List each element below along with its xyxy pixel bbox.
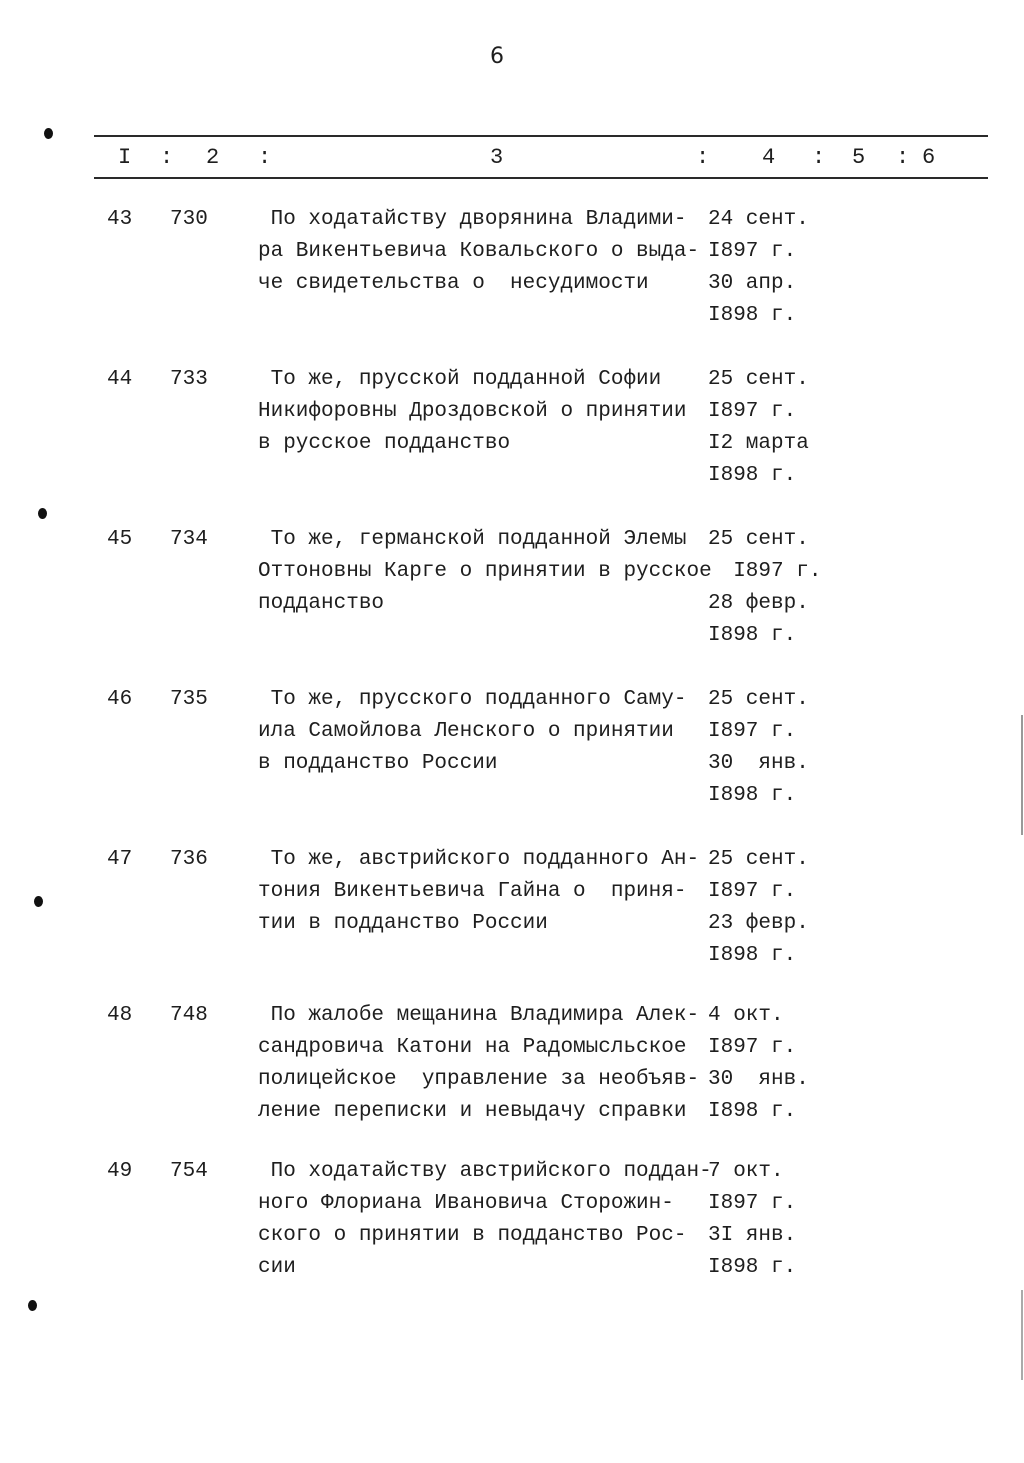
description-line: тония Викентьевича Гайна о приня- (258, 880, 687, 903)
description-line: То же, прусского подданного Саму- (258, 688, 687, 711)
description-line: в русское подданство (258, 432, 511, 455)
item-number: 43 (107, 208, 133, 231)
description-line: По ходатайству дворянина Владими- (258, 208, 687, 231)
description-line: Оттоновны Карге о принятии в русское (258, 560, 712, 583)
scan-edge (1021, 1290, 1023, 1380)
case-number: 733 (170, 368, 208, 391)
date-line: 30 янв. (708, 1068, 809, 1091)
case-dates (708, 684, 809, 812)
description-line: ление переписки и невыдачу справки (258, 1100, 687, 1123)
item-number: 46 (107, 688, 133, 711)
description-line: сии (258, 1256, 296, 1279)
description-line: То же, германской подданной Элемы (258, 528, 687, 551)
header-sep: : (696, 145, 710, 170)
date-line: I2 марта (708, 432, 809, 455)
case-dates (708, 204, 809, 332)
description-line: Никифоровны Дроздовской о принятии (258, 400, 687, 423)
header-sep: : (160, 145, 174, 170)
header-col-6: 6 (922, 145, 936, 170)
date-line: I898 г. (708, 624, 797, 647)
date-line: I897 г. (708, 400, 797, 423)
description-line: ила Самойлова Ленского о принятии (258, 720, 674, 743)
header-col-5: 5 (852, 145, 866, 170)
date-line: I898 г. (708, 304, 797, 327)
date-line: I897 г. (708, 1036, 797, 1059)
punch-hole-mark (38, 508, 47, 519)
date-line: 3I янв. (708, 1224, 797, 1247)
item-number: 44 (107, 368, 133, 391)
description-line: По жалобе мещанина Владимира Алек- (258, 1004, 700, 1027)
description-line: По ходатайству австрийского поддан- (258, 1160, 712, 1183)
date-line: 24 сент. (708, 208, 809, 231)
case-description (258, 684, 686, 780)
date-line: I897 г. (708, 240, 797, 263)
case-dates (708, 1156, 796, 1284)
description-line: ра Викентьевича Ковальского о выда- (258, 240, 700, 263)
date-line: 25 сент. (708, 528, 809, 551)
header-col-3: 3 (490, 145, 504, 170)
date-line: 30 янв. (708, 752, 809, 775)
item-number: 45 (107, 528, 133, 551)
date-line: 4 окт. (708, 1004, 784, 1027)
description-line: ского о принятии в подданство Рос- (258, 1224, 687, 1247)
case-description (258, 204, 699, 300)
header-sep: : (258, 145, 272, 170)
item-number: 49 (107, 1160, 133, 1183)
date-line: I898 г. (708, 1256, 797, 1279)
case-dates (708, 844, 809, 972)
header-col-4: 4 (762, 145, 776, 170)
date-line: 25 сент. (708, 368, 809, 391)
header-col-2: 2 (206, 145, 220, 170)
header-rule-bottom (94, 177, 988, 179)
case-dates (708, 1000, 809, 1128)
item-number: 47 (107, 848, 133, 871)
date-line: I897 г. (708, 880, 797, 903)
description-line: в подданство России (258, 752, 498, 775)
case-number: 735 (170, 688, 208, 711)
page-number: 6 (490, 44, 504, 69)
case-number: 754 (170, 1160, 208, 1183)
date-line: I898 г. (708, 1100, 797, 1123)
case-description (258, 364, 686, 460)
description-line: сандровича Катони на Радомысльское (258, 1036, 687, 1059)
date-line: 23 февр. (708, 912, 809, 935)
date-line: 30 апр. (708, 272, 797, 295)
header-sep: : (812, 145, 826, 170)
date-line: I897 г. (708, 560, 822, 583)
date-line: I898 г. (708, 944, 797, 967)
case-number: 734 (170, 528, 208, 551)
date-line: 28 февр. (708, 592, 809, 615)
case-number: 748 (170, 1004, 208, 1027)
header-col-1: I (118, 145, 132, 170)
case-number: 736 (170, 848, 208, 871)
description-line: подданство (258, 592, 385, 615)
description-line: тии в подданство России (258, 912, 548, 935)
date-line: 7 окт. (708, 1160, 784, 1183)
date-line: 25 сент. (708, 848, 809, 871)
punch-hole-mark (44, 128, 53, 139)
header-rule-top (94, 135, 988, 137)
description-line: полицейское управление за необъяв- (258, 1068, 700, 1091)
date-line: I898 г. (708, 464, 797, 487)
case-number: 730 (170, 208, 208, 231)
case-description (258, 524, 712, 620)
description-line: То же, австрийского подданного Ан- (258, 848, 700, 871)
header-sep: : (896, 145, 910, 170)
case-dates (708, 364, 809, 492)
punch-hole-mark (34, 896, 43, 907)
item-number: 48 (107, 1004, 133, 1027)
case-dates (708, 524, 821, 652)
description-line: ного Флориана Ивановича Сторожин- (258, 1192, 674, 1215)
case-description (258, 1000, 699, 1128)
date-line: 25 сент. (708, 688, 809, 711)
case-description (258, 844, 699, 940)
scan-edge (1021, 715, 1023, 835)
date-line: I897 г. (708, 1192, 797, 1215)
description-line: То же, прусской подданной Софии (258, 368, 662, 391)
description-line: че свидетельства о несудимости (258, 272, 649, 295)
punch-hole-mark (28, 1300, 37, 1311)
date-line: I897 г. (708, 720, 797, 743)
case-description (258, 1156, 712, 1284)
date-line: I898 г. (708, 784, 797, 807)
